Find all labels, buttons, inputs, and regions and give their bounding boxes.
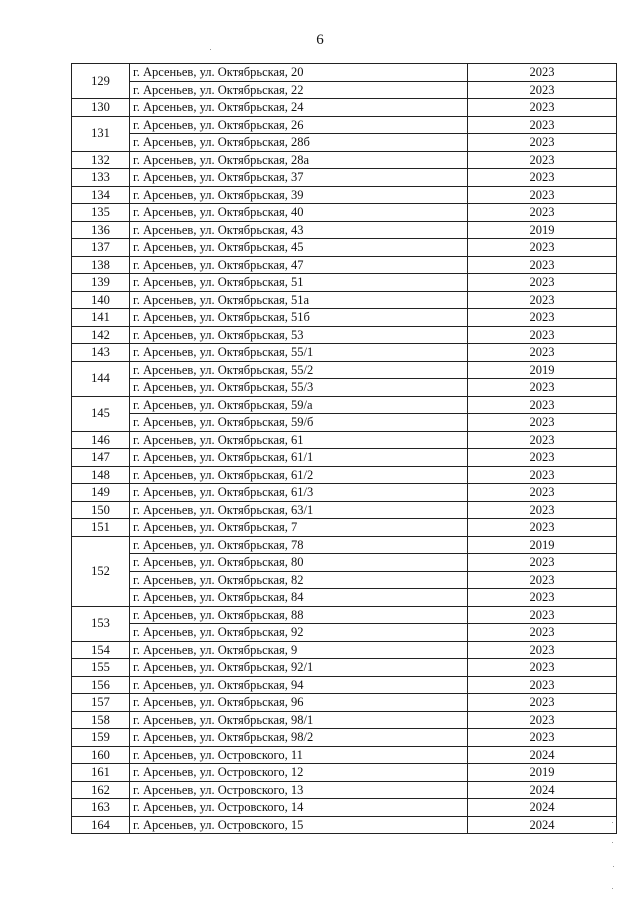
row-number: 149 [72, 484, 130, 502]
year-cell: 2023 [468, 501, 617, 519]
table-row [72, 606, 617, 624]
address-cell: г. Арсеньев, ул. Октябрьская, 96 [130, 694, 468, 712]
table-row [72, 554, 617, 572]
year-cell: 2023 [468, 396, 617, 414]
year-cell: 2023 [468, 256, 617, 274]
address-cell: г. Арсеньев, ул. Октябрьская, 61 [130, 431, 468, 449]
address-cell: г. Арсеньев, ул. Октябрьская, 59/а [130, 396, 468, 414]
row-number: 138 [72, 256, 130, 274]
row-number: 158 [72, 711, 130, 729]
year-cell: 2024 [468, 781, 617, 799]
address-table-body [72, 64, 617, 834]
year-cell: 2023 [468, 99, 617, 117]
address-cell: г. Арсеньев, ул. Октябрьская, 92 [130, 624, 468, 642]
year-cell: 2023 [468, 449, 617, 467]
table-row [72, 484, 617, 502]
year-cell: 2023 [468, 379, 617, 397]
address-cell: г. Арсеньев, ул. Октябрьская, 28б [130, 134, 468, 152]
row-number: 147 [72, 449, 130, 467]
row-number: 156 [72, 676, 130, 694]
row-number: 137 [72, 239, 130, 257]
table-row [72, 676, 617, 694]
row-number: 133 [72, 169, 130, 187]
row-number: 141 [72, 309, 130, 327]
scan-speck [612, 888, 613, 889]
year-cell: 2023 [468, 571, 617, 589]
row-number: 131 [72, 116, 130, 151]
year-cell: 2023 [468, 694, 617, 712]
table-row [72, 729, 617, 747]
table-row [72, 239, 617, 257]
year-cell: 2023 [468, 186, 617, 204]
year-cell: 2023 [468, 554, 617, 572]
year-cell: 2024 [468, 816, 617, 834]
year-cell: 2023 [468, 169, 617, 187]
address-cell: г. Арсеньев, ул. Октябрьская, 51 [130, 274, 468, 292]
year-cell: 2019 [468, 764, 617, 782]
row-number: 160 [72, 746, 130, 764]
row-number: 140 [72, 291, 130, 309]
address-cell: г. Арсеньев, ул. Октябрьская, 92/1 [130, 659, 468, 677]
row-number: 163 [72, 799, 130, 817]
year-cell: 2023 [468, 484, 617, 502]
year-cell: 2023 [468, 676, 617, 694]
address-cell: г. Арсеньев, ул. Октябрьская, 51б [130, 309, 468, 327]
year-cell: 2023 [468, 466, 617, 484]
table-row [72, 186, 617, 204]
year-cell: 2023 [468, 641, 617, 659]
table-row [72, 379, 617, 397]
row-number: 142 [72, 326, 130, 344]
address-cell: г. Арсеньев, ул. Октябрьская, 88 [130, 606, 468, 624]
table-row [72, 134, 617, 152]
address-cell: г. Арсеньев, ул. Островского, 15 [130, 816, 468, 834]
address-cell: г. Арсеньев, ул. Островского, 14 [130, 799, 468, 817]
year-cell: 2023 [468, 711, 617, 729]
row-number: 161 [72, 764, 130, 782]
year-cell: 2023 [468, 274, 617, 292]
row-number: 153 [72, 606, 130, 641]
year-cell: 2023 [468, 431, 617, 449]
scan-speck [612, 822, 613, 823]
table-row [72, 204, 617, 222]
row-number: 129 [72, 64, 130, 99]
row-number: 164 [72, 816, 130, 834]
table-row [72, 571, 617, 589]
year-cell: 2023 [468, 81, 617, 99]
address-cell: г. Арсеньев, ул. Островского, 11 [130, 746, 468, 764]
address-cell: г. Арсеньев, ул. Островского, 12 [130, 764, 468, 782]
table-row [72, 711, 617, 729]
year-cell: 2023 [468, 659, 617, 677]
table-row [72, 589, 617, 607]
row-number: 157 [72, 694, 130, 712]
address-cell: г. Арсеньев, ул. Октябрьская, 63/1 [130, 501, 468, 519]
row-number: 130 [72, 99, 130, 117]
address-cell: г. Арсеньев, ул. Октябрьская, 39 [130, 186, 468, 204]
address-cell: г. Арсеньев, ул. Октябрьская, 37 [130, 169, 468, 187]
scan-speck [613, 866, 614, 867]
table-row [72, 256, 617, 274]
year-cell: 2023 [468, 344, 617, 362]
table-row [72, 361, 617, 379]
year-cell: 2023 [468, 326, 617, 344]
year-cell: 2023 [468, 291, 617, 309]
address-cell: г. Арсеньев, ул. Октябрьская, 24 [130, 99, 468, 117]
row-number: 162 [72, 781, 130, 799]
table-row [72, 64, 617, 82]
year-cell: 2023 [468, 309, 617, 327]
address-cell: г. Арсеньев, ул. Октябрьская, 82 [130, 571, 468, 589]
address-cell: г. Арсеньев, ул. Октябрьская, 43 [130, 221, 468, 239]
table-row [72, 466, 617, 484]
row-number: 150 [72, 501, 130, 519]
year-cell: 2019 [468, 221, 617, 239]
year-cell: 2023 [468, 151, 617, 169]
address-cell: г. Арсеньев, ул. Октябрьская, 26 [130, 116, 468, 134]
year-cell: 2023 [468, 414, 617, 432]
row-number: 136 [72, 221, 130, 239]
address-cell: г. Арсеньев, ул. Октябрьская, 98/1 [130, 711, 468, 729]
table-row [72, 694, 617, 712]
address-cell: г. Арсеньев, ул. Октябрьская, 22 [130, 81, 468, 99]
year-cell: 2023 [468, 606, 617, 624]
table-row [72, 519, 617, 537]
row-number: 159 [72, 729, 130, 747]
address-cell: г. Арсеньев, ул. Октябрьская, 61/2 [130, 466, 468, 484]
row-number: 134 [72, 186, 130, 204]
year-cell: 2023 [468, 64, 617, 82]
table-row [72, 291, 617, 309]
address-cell: г. Арсеньев, ул. Октябрьская, 53 [130, 326, 468, 344]
row-number: 132 [72, 151, 130, 169]
address-cell: г. Арсеньев, ул. Октябрьская, 84 [130, 589, 468, 607]
year-cell: 2024 [468, 746, 617, 764]
address-cell: г. Арсеньев, ул. Октябрьская, 45 [130, 239, 468, 257]
row-number: 139 [72, 274, 130, 292]
row-number: 154 [72, 641, 130, 659]
table-row [72, 659, 617, 677]
row-number: 146 [72, 431, 130, 449]
table-row [72, 501, 617, 519]
address-cell: г. Арсеньев, ул. Октябрьская, 55/3 [130, 379, 468, 397]
address-cell: г. Арсеньев, ул. Октябрьская, 7 [130, 519, 468, 537]
table-row [72, 414, 617, 432]
row-number: 145 [72, 396, 130, 431]
table-row [72, 151, 617, 169]
address-cell: г. Арсеньев, ул. Октябрьская, 28а [130, 151, 468, 169]
address-cell: г. Арсеньев, ул. Октябрьская, 59/б [130, 414, 468, 432]
table-row [72, 641, 617, 659]
table-row [72, 396, 617, 414]
table-row [72, 99, 617, 117]
table-row [72, 344, 617, 362]
year-cell: 2023 [468, 589, 617, 607]
address-cell: г. Арсеньев, ул. Октябрьская, 55/1 [130, 344, 468, 362]
address-cell: г. Арсеньев, ул. Октябрьская, 78 [130, 536, 468, 554]
row-number: 143 [72, 344, 130, 362]
table-row [72, 326, 617, 344]
scan-speck [210, 49, 211, 50]
table-row [72, 169, 617, 187]
address-cell: г. Арсеньев, ул. Октябрьская, 80 [130, 554, 468, 572]
year-cell: 2024 [468, 799, 617, 817]
address-cell: г. Арсеньев, ул. Октябрьская, 20 [130, 64, 468, 82]
address-cell: г. Арсеньев, ул. Островского, 13 [130, 781, 468, 799]
address-cell: г. Арсеньев, ул. Октябрьская, 51а [130, 291, 468, 309]
table-row [72, 816, 617, 834]
page-number: 6 [316, 32, 324, 48]
table-row [72, 81, 617, 99]
address-cell: г. Арсеньев, ул. Октябрьская, 98/2 [130, 729, 468, 747]
year-cell: 2023 [468, 239, 617, 257]
table-row [72, 624, 617, 642]
year-cell: 2019 [468, 361, 617, 379]
table-row [72, 764, 617, 782]
address-cell: г. Арсеньев, ул. Октябрьская, 55/2 [130, 361, 468, 379]
table-row [72, 746, 617, 764]
table-row [72, 781, 617, 799]
year-cell: 2023 [468, 134, 617, 152]
address-cell: г. Арсеньев, ул. Октябрьская, 61/1 [130, 449, 468, 467]
table-row [72, 116, 617, 134]
address-cell: г. Арсеньев, ул. Октябрьская, 47 [130, 256, 468, 274]
row-number: 151 [72, 519, 130, 537]
year-cell: 2023 [468, 729, 617, 747]
table-row [72, 274, 617, 292]
row-number: 152 [72, 536, 130, 606]
address-cell: г. Арсеньев, ул. Октябрьская, 94 [130, 676, 468, 694]
year-cell: 2019 [468, 536, 617, 554]
table-row [72, 221, 617, 239]
address-cell: г. Арсеньев, ул. Октябрьская, 40 [130, 204, 468, 222]
table-row [72, 799, 617, 817]
scan-speck [612, 842, 613, 843]
address-cell: г. Арсеньев, ул. Октябрьская, 61/3 [130, 484, 468, 502]
row-number: 155 [72, 659, 130, 677]
address-table [71, 63, 617, 834]
table-row [72, 536, 617, 554]
table-row [72, 309, 617, 327]
year-cell: 2023 [468, 116, 617, 134]
row-number: 148 [72, 466, 130, 484]
table-row [72, 449, 617, 467]
year-cell: 2023 [468, 519, 617, 537]
table-row [72, 431, 617, 449]
row-number: 144 [72, 361, 130, 396]
year-cell: 2023 [468, 204, 617, 222]
row-number: 135 [72, 204, 130, 222]
year-cell: 2023 [468, 624, 617, 642]
address-cell: г. Арсеньев, ул. Октябрьская, 9 [130, 641, 468, 659]
